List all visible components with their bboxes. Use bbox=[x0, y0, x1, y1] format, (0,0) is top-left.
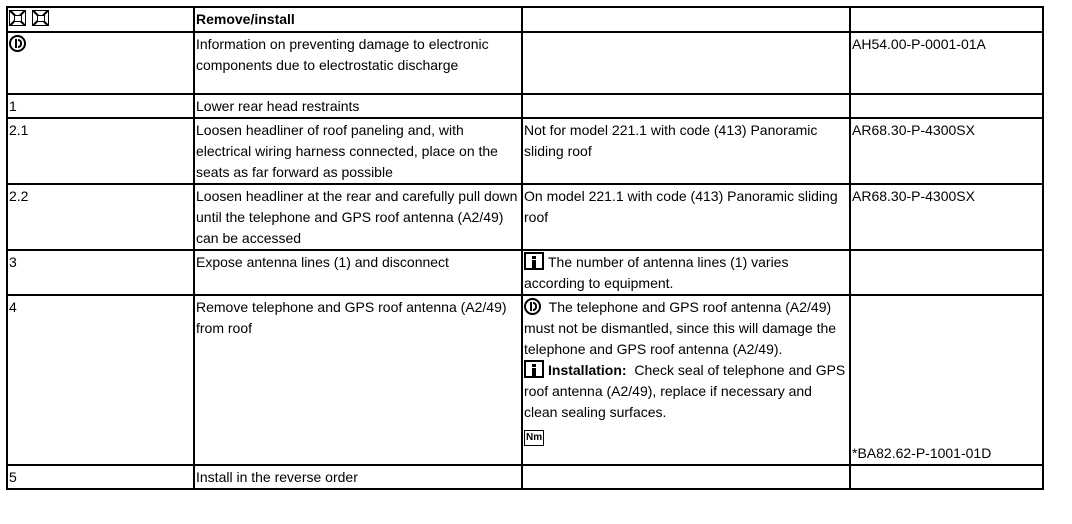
header-empty-cell bbox=[850, 7, 1043, 32]
note-cell: On model 221.1 with code (413) Panoramic sliding roof bbox=[522, 184, 850, 250]
step-cell: 3 bbox=[7, 250, 194, 295]
note-cell bbox=[522, 32, 850, 94]
table-row bbox=[7, 295, 1043, 465]
table-row bbox=[7, 184, 1043, 250]
action-cell: Loosen headliner at the rear and carefully pull down until the telephone and GPS roof antenna (A2/49) can be accessed bbox=[194, 184, 522, 250]
action-cell: Loosen headliner of roof paneling and, with electrical wiring harness connected, place on the seats as far forward as possible bbox=[194, 118, 522, 184]
info-icon bbox=[524, 252, 544, 270]
step-cell: 2.1 bbox=[7, 118, 194, 184]
table-row bbox=[7, 32, 1043, 94]
table-row bbox=[7, 465, 1043, 489]
step-cell: 2.2 bbox=[7, 184, 194, 250]
step-cell bbox=[7, 32, 194, 94]
reference-cell bbox=[850, 295, 1043, 465]
note-cell bbox=[522, 250, 850, 295]
reference-link[interactable]: AR68.30-P-4300SX bbox=[850, 118, 1043, 184]
installation-text: Check seal of telephone and GPS roof antenna (A2/49), replace if necessary and clean sealing surfaces. bbox=[524, 362, 846, 420]
info-icon bbox=[524, 360, 544, 378]
action-cell: Expose antenna lines (1) and disconnect bbox=[194, 250, 522, 295]
reference-cell bbox=[850, 250, 1043, 295]
table-row bbox=[7, 118, 1043, 184]
step-cell: 5 bbox=[7, 465, 194, 489]
installation-note bbox=[524, 360, 847, 423]
table-header-row bbox=[7, 7, 1043, 32]
torque-nm-icon: Nm bbox=[524, 430, 544, 446]
reference-cell bbox=[850, 94, 1043, 118]
note-cell bbox=[522, 94, 850, 118]
note-text: The number of antenna lines (1) varies according to equipment. bbox=[524, 254, 789, 291]
warning-icon bbox=[9, 35, 26, 52]
step-cell: 1 bbox=[7, 94, 194, 118]
reference-link[interactable]: *BA82.62-P-1001-01D bbox=[852, 445, 992, 461]
grid-icon bbox=[9, 10, 26, 26]
note-cell bbox=[522, 465, 850, 489]
note-cell: Not for model 221.1 with code (413) Panoramic sliding roof bbox=[522, 118, 850, 184]
note-cell bbox=[522, 295, 850, 465]
warning-note-text: The telephone and GPS roof antenna (A2/49) must not be dismantled, since this will damage the telephone and GPS roof antenna (A2/49). bbox=[524, 299, 837, 357]
installation-label: Installation: bbox=[548, 362, 627, 378]
torque-row bbox=[524, 423, 847, 446]
action-cell: Information on preventing damage to electronic components due to electrostatic discharge bbox=[194, 32, 522, 94]
warning-note bbox=[524, 297, 847, 360]
header-icons-cell bbox=[7, 7, 194, 32]
table-row bbox=[7, 94, 1043, 118]
procedure-table bbox=[6, 6, 1044, 490]
header-title: Remove/install bbox=[194, 7, 522, 32]
action-cell: Remove telephone and GPS roof antenna (A2/49) from roof bbox=[194, 295, 522, 465]
reference-link[interactable]: AH54.00-P-0001-01A bbox=[850, 32, 1043, 94]
step-cell: 4 bbox=[7, 295, 194, 465]
action-cell: Lower rear head restraints bbox=[194, 94, 522, 118]
reference-link[interactable]: AR68.30-P-4300SX bbox=[850, 184, 1043, 250]
header-empty-cell bbox=[522, 7, 850, 32]
table-row bbox=[7, 250, 1043, 295]
reference-cell bbox=[850, 465, 1043, 489]
warning-icon bbox=[524, 298, 541, 315]
grid-icon bbox=[32, 10, 49, 26]
action-cell: Install in the reverse order bbox=[194, 465, 522, 489]
